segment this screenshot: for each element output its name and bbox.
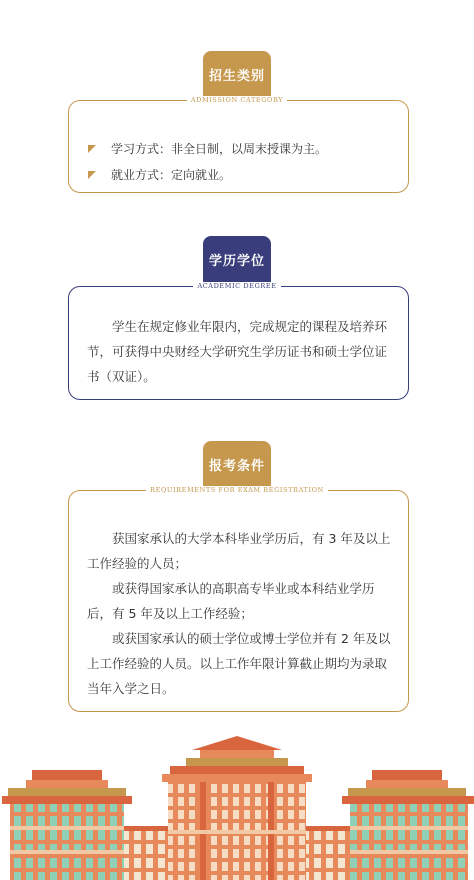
central-building [162,736,312,880]
degree-line: 学生在规定修业年限内，完成规定的课程及培养环 [112,319,388,334]
degree-line: 节，可获得中央财经大学研究生学历证书和硕士学位证 [87,344,388,359]
degree-tab-title: 学历学位 [208,254,265,269]
requirements-line: 上工作经验的人员。以上工作年限计算截止期均为录取 [87,656,388,671]
requirements-subtitle: REQUIREMENTS FOR EXAM REGISTRATION [0,486,474,494]
requirements-line: 后，有 5 年及以上工作经验； [87,606,253,621]
admission-tab-title: 招生类别 [208,69,265,84]
requirements-line: 工作经验的人员； [87,556,188,571]
requirements-paragraph [87,526,390,701]
campus-building-illustration [0,730,474,880]
admission-item-text: 就业方式：定向就业。 [111,168,232,182]
requirements-line: 获国家承认的大学本科毕业学历后，有 3 年及以上 [112,531,391,546]
requirements-line: 或获国家承认的硕士学位或博士学位并有 2 年及以 [112,631,391,646]
admission-subtitle: ADMISSION CATEGORY [0,96,474,104]
left-tower [2,770,132,880]
requirements-line: 当年入学之日。 [87,681,175,696]
degree-line: 书（双证）。 [87,369,156,384]
admission-item-text: 学习方式：非全日制，以周末授课为主。 [111,142,328,156]
requirements-tab-title: 报考条件 [208,459,265,474]
degree-subtitle: ACADEMIC DEGREE [0,282,474,290]
right-tower [342,770,474,880]
requirements-line: 或获得国家承认的高职高专毕业或本科结业学历 [112,581,375,596]
